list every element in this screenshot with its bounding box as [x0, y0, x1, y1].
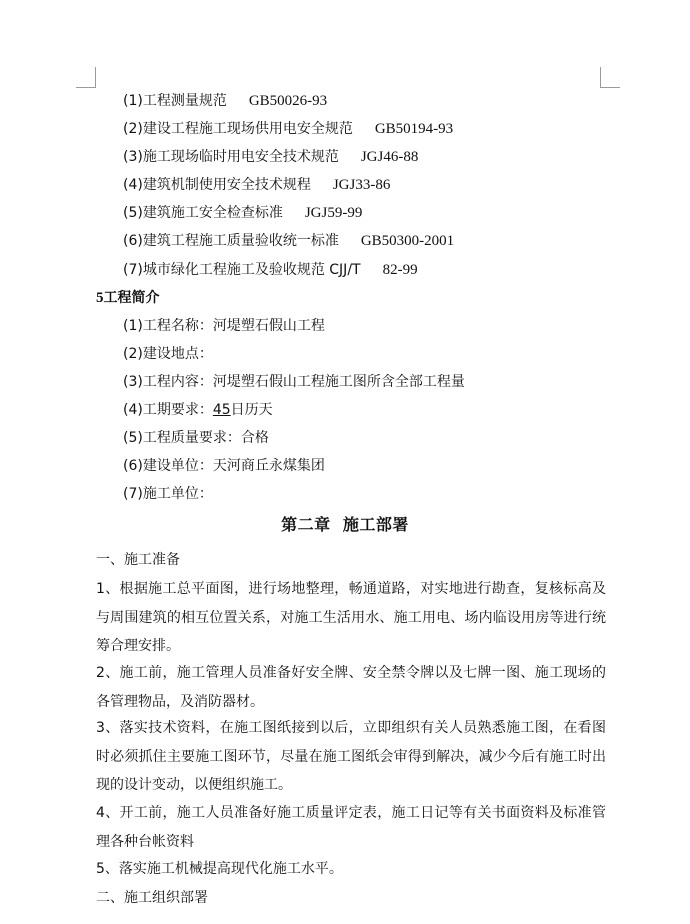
standard-item: (1)工程测量规范 GB50026-93 [123, 93, 328, 109]
project-info-item: (5)工程质量要求：合格 [123, 430, 269, 446]
project-info-item: (2)建设地点： [123, 346, 213, 362]
period-days: 45 [212, 402, 231, 418]
standard-item: (2)建设工程施工现场供用电安全规范 GB50194-93 [123, 121, 454, 137]
section-heading: 5工程简介 [96, 290, 160, 306]
standard-item: (6)建筑工程施工质量验收统一标准 GB50300-2001 [123, 233, 455, 249]
project-info-item: (3)工程内容：河堤塑石假山工程施工图所含全部工程量 [123, 374, 465, 390]
project-info-item: (6)建设单位：天河商丘永煤集团 [123, 458, 325, 474]
chapter-title: 第二章 施工部署 [281, 515, 409, 534]
paragraph: 4、开工前，施工人员准备好施工质量评定表，施工日记等有关书面资料及标准管理各种台帐资料 [96, 805, 606, 850]
paragraph: 3、落实技术资料，在施工图纸接到以后，立即组织有关人员熟悉施工图，在看图时必须抓住主要施工图环节，尽量在施工图纸会审得到解决，减少今后有施工时出现的设计变动，以便组织施工。 [96, 720, 606, 793]
standard-item: (3)施工现场临时用电安全技术规范 JGJ46-88 [123, 149, 419, 165]
standard-item: (7)城市绿化工程施工及验收规范 CJJ/T 82-99 [123, 262, 418, 278]
project-period-item: (4)工期要求：45日历天 [123, 402, 273, 418]
project-info-item: (7)施工单位： [123, 486, 213, 502]
subsection-heading: 二、施工组织部署 [96, 890, 208, 906]
subsection-heading: 一、施工准备 [96, 552, 180, 568]
standard-item: (5)建筑施工安全检查标准 JGJ59-99 [123, 205, 363, 221]
standard-item: (4)建筑机制使用安全技术规程 JGJ33-86 [123, 177, 391, 193]
paragraph: 5、落实施工机械提高现代化施工水平。 [96, 861, 343, 877]
project-info-item: (1)工程名称：河堤塑石假山工程 [123, 318, 325, 334]
paragraph: 1、根据施工总平面图，进行场地整理，畅通道路，对实地进行勘查，复核标高及与周围建筑的相互位置关系，对施工生活用水、施工用电、场内临设用房等进行统筹合理安排。 [96, 581, 606, 654]
paragraph: 2、施工前，施工管理人员准备好安全牌、安全禁令牌以及七牌一图、施工现场的各管理物品，及消防器材。 [96, 665, 606, 710]
